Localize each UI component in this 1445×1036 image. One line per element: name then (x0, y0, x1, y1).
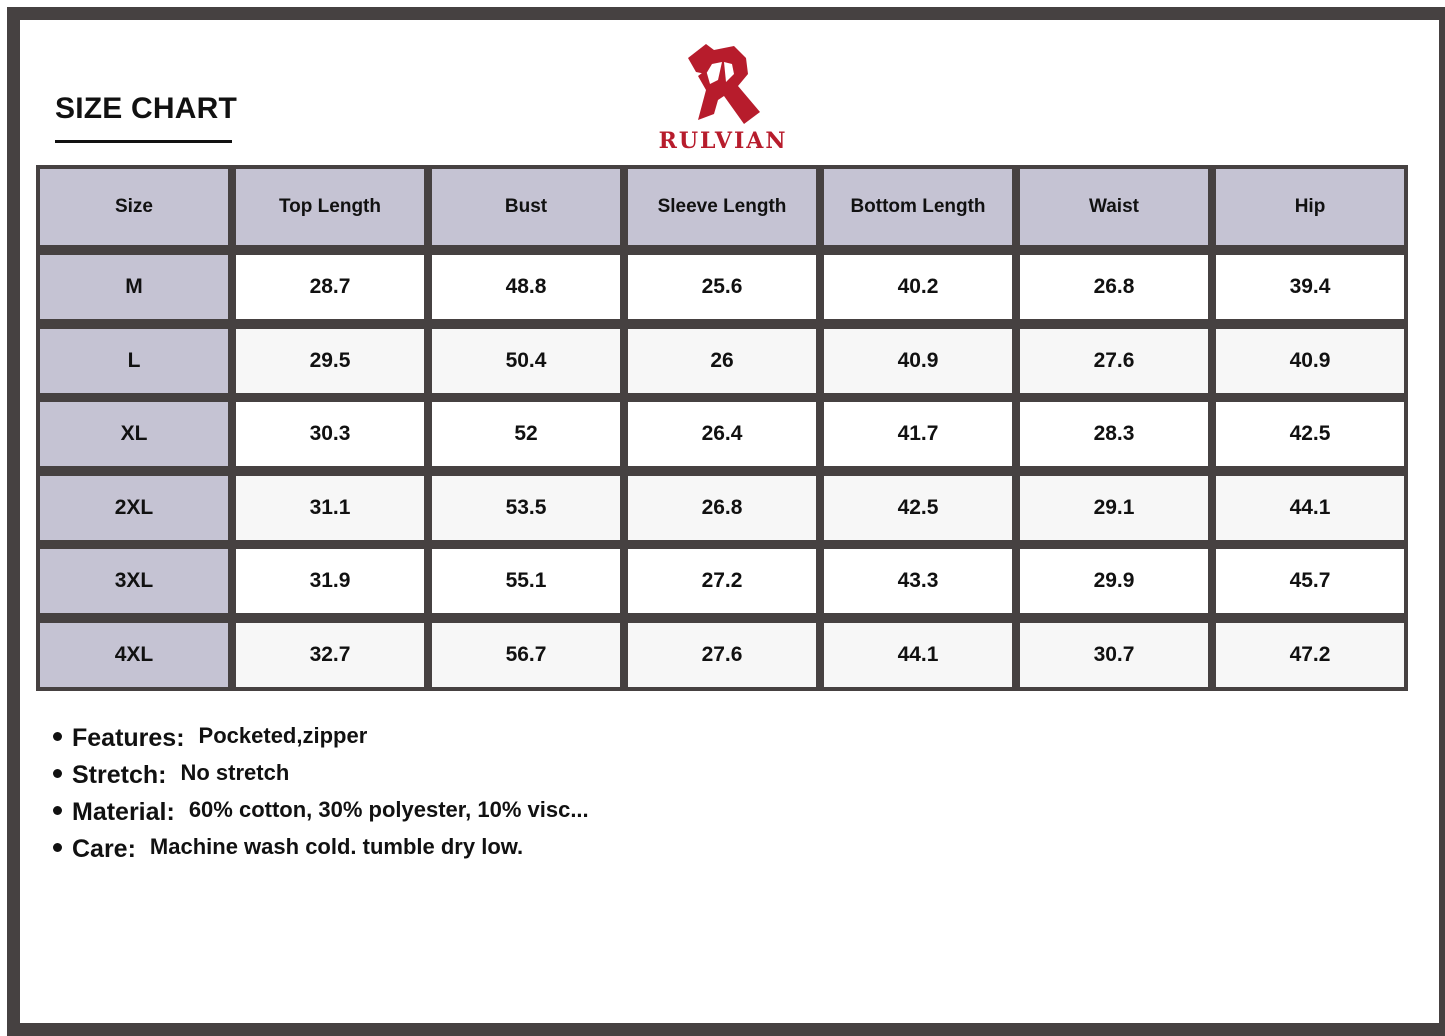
measurement-cell: 29.1 (1020, 476, 1208, 540)
feature-label: Material: (72, 798, 175, 826)
measurement-cell: 42.5 (824, 476, 1012, 540)
measurement-cell: 40.2 (824, 255, 1012, 319)
brand-logo (648, 40, 798, 152)
column-header: Waist (1020, 169, 1208, 245)
feature-item (53, 757, 589, 794)
size-label-cell: 3XL (40, 549, 228, 613)
measurement-cell: 30.7 (1020, 623, 1208, 687)
measurement-cell: 45.7 (1216, 549, 1404, 613)
measurement-cell: 44.1 (1216, 476, 1404, 540)
measurement-cell: 29.9 (1020, 549, 1208, 613)
column-header: Size (40, 169, 228, 245)
measurement-cell: 52 (432, 402, 620, 466)
measurement-cell: 47.2 (1216, 623, 1404, 687)
product-features (53, 720, 589, 868)
feature-value: No stretch (180, 759, 290, 785)
title-underline (55, 140, 232, 143)
measurement-cell: 25.6 (628, 255, 816, 319)
bullet-icon (53, 732, 62, 741)
size-label-cell: XL (40, 402, 228, 466)
brand-name: RULVIAN (658, 128, 788, 154)
measurement-cell: 40.9 (824, 329, 1012, 393)
size-chart-frame (7, 7, 1445, 1036)
measurement-cell: 43.3 (824, 549, 1012, 613)
column-header: Top Length (236, 169, 424, 245)
measurement-cell: 27.6 (628, 623, 816, 687)
bullet-icon (53, 843, 62, 852)
bullet-icon (53, 769, 62, 778)
measurement-cell: 28.7 (236, 255, 424, 319)
measurement-cell: 53.5 (432, 476, 620, 540)
size-label-cell: 2XL (40, 476, 228, 540)
column-header: Bust (432, 169, 620, 245)
measurement-cell: 31.1 (236, 476, 424, 540)
measurement-cell: 55.1 (432, 549, 620, 613)
r-monogram-icon (684, 40, 762, 126)
measurement-cell: 26.4 (628, 402, 816, 466)
feature-value: Machine wash cold. tumble dry low. (149, 833, 524, 859)
size-table (36, 165, 1408, 691)
measurement-cell: 42.5 (1216, 402, 1404, 466)
measurement-cell: 27.6 (1020, 329, 1208, 393)
feature-item (53, 720, 589, 757)
feature-label: Features: (72, 724, 185, 752)
measurement-cell: 39.4 (1216, 255, 1404, 319)
feature-value: 60% cotton, 30% polyester, 10% visc... (188, 796, 589, 822)
measurement-cell: 50.4 (432, 329, 620, 393)
page-title: SIZE CHART (55, 92, 237, 125)
measurement-cell: 41.7 (824, 402, 1012, 466)
feature-item (53, 831, 589, 868)
measurement-cell: 26 (628, 329, 816, 393)
size-label-cell: L (40, 329, 228, 393)
size-label-cell: M (40, 255, 228, 319)
measurement-cell: 29.5 (236, 329, 424, 393)
measurement-cell: 44.1 (824, 623, 1012, 687)
column-header: Bottom Length (824, 169, 1012, 245)
measurement-cell: 26.8 (1020, 255, 1208, 319)
measurement-cell: 40.9 (1216, 329, 1404, 393)
size-label-cell: 4XL (40, 623, 228, 687)
feature-label: Stretch: (72, 761, 167, 789)
bullet-icon (53, 806, 62, 815)
feature-label: Care: (72, 835, 136, 863)
measurement-cell: 32.7 (236, 623, 424, 687)
measurement-cell: 30.3 (236, 402, 424, 466)
measurement-cell: 27.2 (628, 549, 816, 613)
measurement-cell: 56.7 (432, 623, 620, 687)
measurement-cell: 26.8 (628, 476, 816, 540)
feature-item (53, 794, 589, 831)
column-header: Hip (1216, 169, 1404, 245)
measurement-cell: 31.9 (236, 549, 424, 613)
measurement-cell: 48.8 (432, 255, 620, 319)
feature-value: Pocketed,zipper (198, 722, 368, 748)
measurement-cell: 28.3 (1020, 402, 1208, 466)
column-header: Sleeve Length (628, 169, 816, 245)
